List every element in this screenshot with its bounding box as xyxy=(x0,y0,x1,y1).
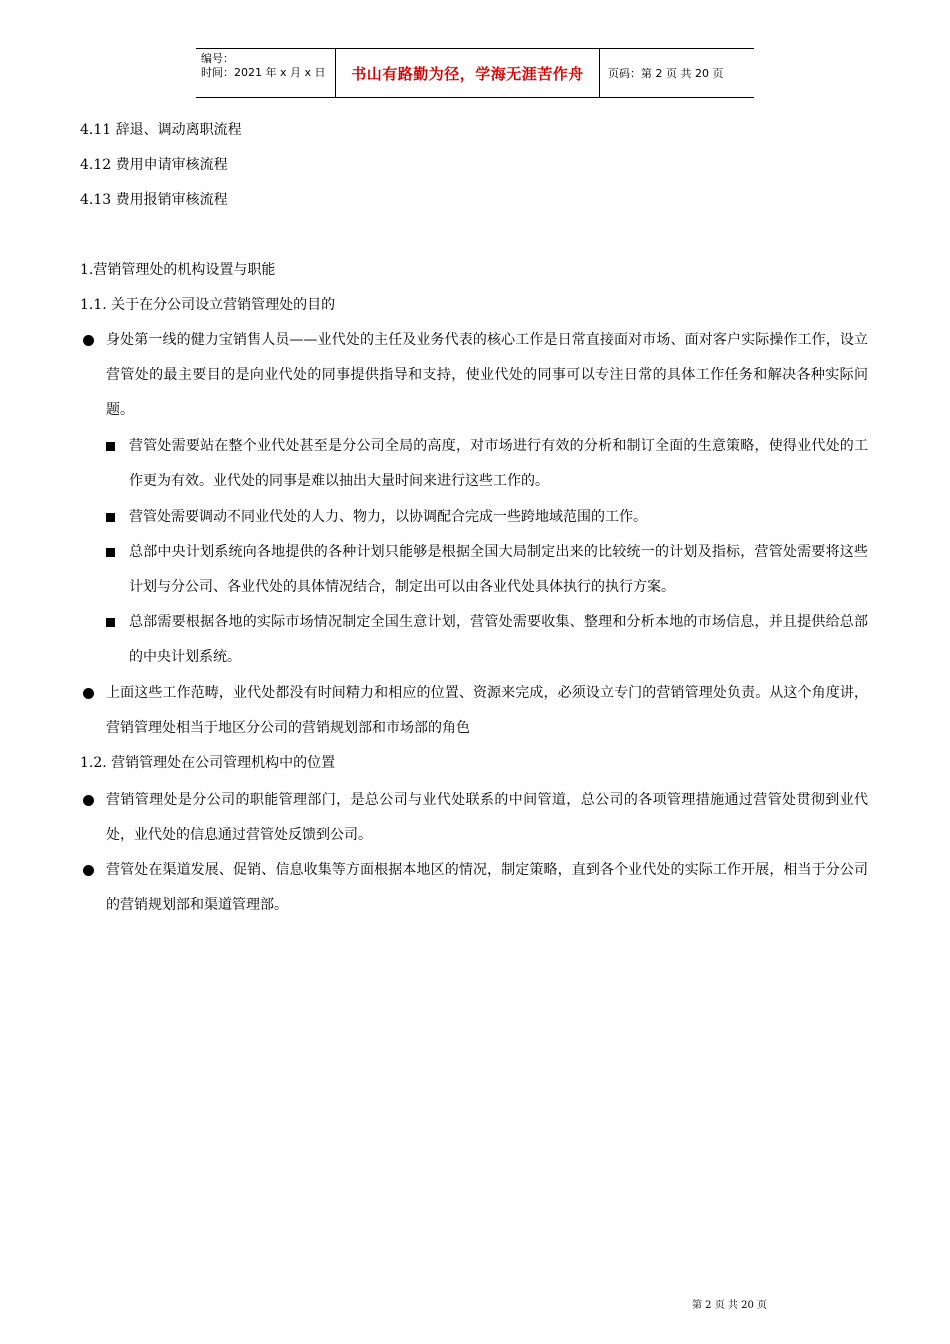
sub-bullet-paragraph: 营管处需要调动不同业代处的人力、物力，以协调配合完成一些跨地域范围的工作。 xyxy=(129,509,647,525)
bullet-dot-icon xyxy=(83,865,94,876)
bullet-dot-icon xyxy=(83,795,94,806)
header-meta xyxy=(196,49,336,97)
header-date-label: 时间：2021 年 x 月 x 日 xyxy=(201,66,326,79)
bullet-square-icon xyxy=(106,548,115,557)
subsection-title: 1.1. 关于在分公司设立营销管理处的目的 xyxy=(80,297,336,313)
bullet-paragraph: 上面这些工作范畴，业代处都没有时间精力和相应的位置、资源来完成，必须设立专门的营销管理处负责。从这个角度讲，营销管理处相当于地区分公司的营销规划部和市场部的角色 xyxy=(106,685,868,736)
toc-item: 4.11 辞退、调动离职流程 xyxy=(80,122,242,138)
header-code-label: 编号： xyxy=(201,52,234,65)
subsection-title: 1.2. 营销管理处在公司管理机构中的位置 xyxy=(80,755,336,771)
header-page-info: 页码：第 2 页 共 20 页 xyxy=(608,67,724,80)
header-motto: 书山有路勤为径，学海无涯苦作舟 xyxy=(336,49,600,97)
section-title: 1.营销管理处的机构设置与职能 xyxy=(80,262,276,278)
bullet-square-icon xyxy=(106,513,115,522)
sub-bullet-paragraph: 营管处需要站在整个业代处甚至是分公司全局的高度，对市场进行有效的分析和制订全面的生意策略，使得业代处的工作更为有效。业代处的同事是难以抽出大量时间来进行这些工作的。 xyxy=(129,438,868,489)
bullet-paragraph: 身处第一线的健力宝销售人员——业代处的主任及业务代表的核心工作是日常直接面对市场、面对客户实际操作工作，设立营管处的最主要目的是向业代处的同事提供指导和支持，使业代处的同事可以专注日常的具体工作任务和解决各种实际问题。 xyxy=(106,332,868,418)
document-header xyxy=(196,48,754,98)
toc-item: 4.12 费用申请审核流程 xyxy=(80,157,228,173)
toc-item: 4.13 费用报销审核流程 xyxy=(80,192,228,208)
sub-bullet-paragraph: 总部中央计划系统向各地提供的各种计划只能够是根据全国大局制定出来的比较统一的计划及指标，营管处需要将这些计划与分公司、各业代处的具体情况结合，制定出可以由各业代处具体执行的执行方案。 xyxy=(129,544,868,595)
bullet-dot-icon xyxy=(83,335,94,346)
page-footer: 第 2 页 共 20 页 xyxy=(692,1300,767,1311)
bullet-paragraph: 营管处在渠道发展、促销、信息收集等方面根据本地区的情况，制定策略，直到各个业代处的实际工作开展，相当于分公司的营销规划部和渠道管理部。 xyxy=(106,862,868,913)
sub-bullet-paragraph: 总部需要根据各地的实际市场情况制定全国生意计划，营管处需要收集、整理和分析本地的市场信息，并且提供给总部的中央计划系统。 xyxy=(129,614,868,665)
bullet-paragraph: 营销管理处是分公司的职能管理部门，是总公司与业代处联系的中间管道，总公司的各项管理措施通过营管处贯彻到业代处，业代处的信息通过营管处反馈到公司。 xyxy=(106,792,868,843)
bullet-square-icon xyxy=(106,618,115,627)
bullet-dot-icon xyxy=(83,688,94,699)
bullet-square-icon xyxy=(106,442,115,451)
